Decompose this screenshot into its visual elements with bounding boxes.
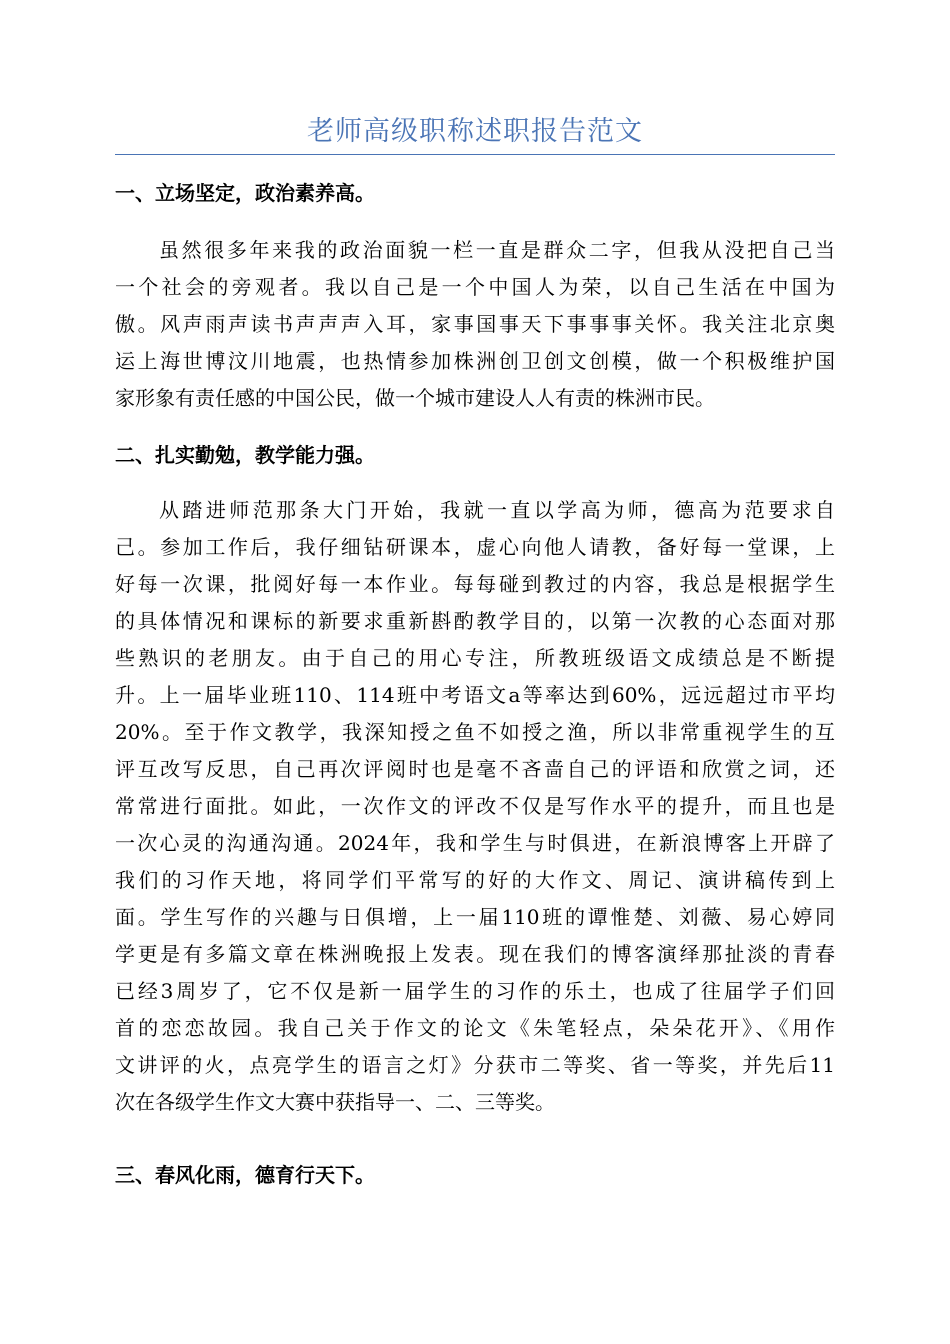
paragraph-line: 升。上一届毕业班110、114班中考语文a等率达到60%，远远超过市平均	[115, 683, 835, 707]
paragraph-line: 些熟识的老朋友。由于自己的用心专注，所教班级语文成绩总是不断提	[115, 646, 835, 670]
paragraph-line: 一次心灵的沟通沟通。2024年，我和学生与时俱进，在新浪博客上开辟了	[115, 831, 835, 855]
paragraph-line: 傲。风声雨声读书声声声入耳，家事国事天下事事事关怀。我关注北京奥	[115, 312, 835, 336]
paragraph-line: 评互改写反思，自己再次评阅时也是毫不吝啬自己的评语和欣赏之词，还	[115, 757, 835, 781]
paragraph-line: 我们的习作天地，将同学们平常写的好的大作文、周记、演讲稿传到上	[115, 868, 835, 892]
paragraph-line: 好每一次课，批阅好每一本作业。每每碰到教过的内容，我总是根据学生	[115, 572, 835, 596]
paragraph-line: 一个社会的旁观者。我以自己是一个中国人为荣，以自己生活在中国为	[115, 275, 835, 299]
paragraph-line: 己。参加工作后，我仔细钻研课本，虚心向他人请教，备好每一堂课，上	[115, 535, 835, 559]
paragraph-line: 20%。至于作文教学，我深知授之鱼不如授之渔，所以非常重视学生的互	[115, 720, 835, 744]
section-paragraph-1	[115, 232, 835, 417]
section-heading-1: 一、立场坚定，政治素养高。	[115, 181, 375, 205]
paragraph-line: 运上海世博汶川地震，也热情参加株洲创卫创文创模，做一个积极维护国	[115, 349, 835, 373]
paragraph-line: 从踏进师范那条大门开始，我就一直以学高为师，德高为范要求自	[159, 498, 835, 522]
section-heading-3: 三、春风化雨，德育行天下。	[115, 1163, 375, 1187]
paragraph-line: 虽然很多年来我的政治面貌一栏一直是群众二字，但我从没把自己当	[159, 238, 835, 262]
document-title: 老师高级职称述职报告范文	[307, 116, 643, 147]
paragraph-line: 学更是有多篇文章在株洲晚报上发表。现在我们的博客演绎那扯淡的青春	[115, 942, 835, 966]
paragraph-line: 面。学生写作的兴趣与日俱增，上一届110班的谭惟楚、刘薇、易心婷同	[115, 905, 835, 929]
title-underline	[115, 154, 835, 155]
section-heading-2: 二、扎实勤勉，教学能力强。	[115, 443, 375, 467]
paragraph-line: 的具体情况和课标的新要求重新斟酌教学目的，以第一次教的心态面对那	[115, 609, 835, 633]
paragraph-line: 次在各级学生作文大赛中获指导一、二、三等奖。	[115, 1090, 555, 1114]
paragraph-line: 首的恋恋故园。我自己关于作文的论文《朱笔轻点，朵朵花开》、《用作	[115, 1016, 835, 1040]
paragraph-line: 家形象有责任感的中国公民，做一个城市建设人人有责的株洲市民。	[115, 386, 715, 410]
paragraph-line: 已经3周岁了，它不仅是新一届学生的习作的乐土，也成了往届学子们回	[115, 979, 835, 1003]
section-paragraph-2	[115, 492, 835, 1121]
paragraph-line: 常常进行面批。如此，一次作文的评改不仅是写作水平的提升，而且也是	[115, 794, 835, 818]
paragraph-line: 文讲评的火，点亮学生的语言之灯》分获市二等奖、省一等奖，并先后11	[115, 1053, 835, 1077]
